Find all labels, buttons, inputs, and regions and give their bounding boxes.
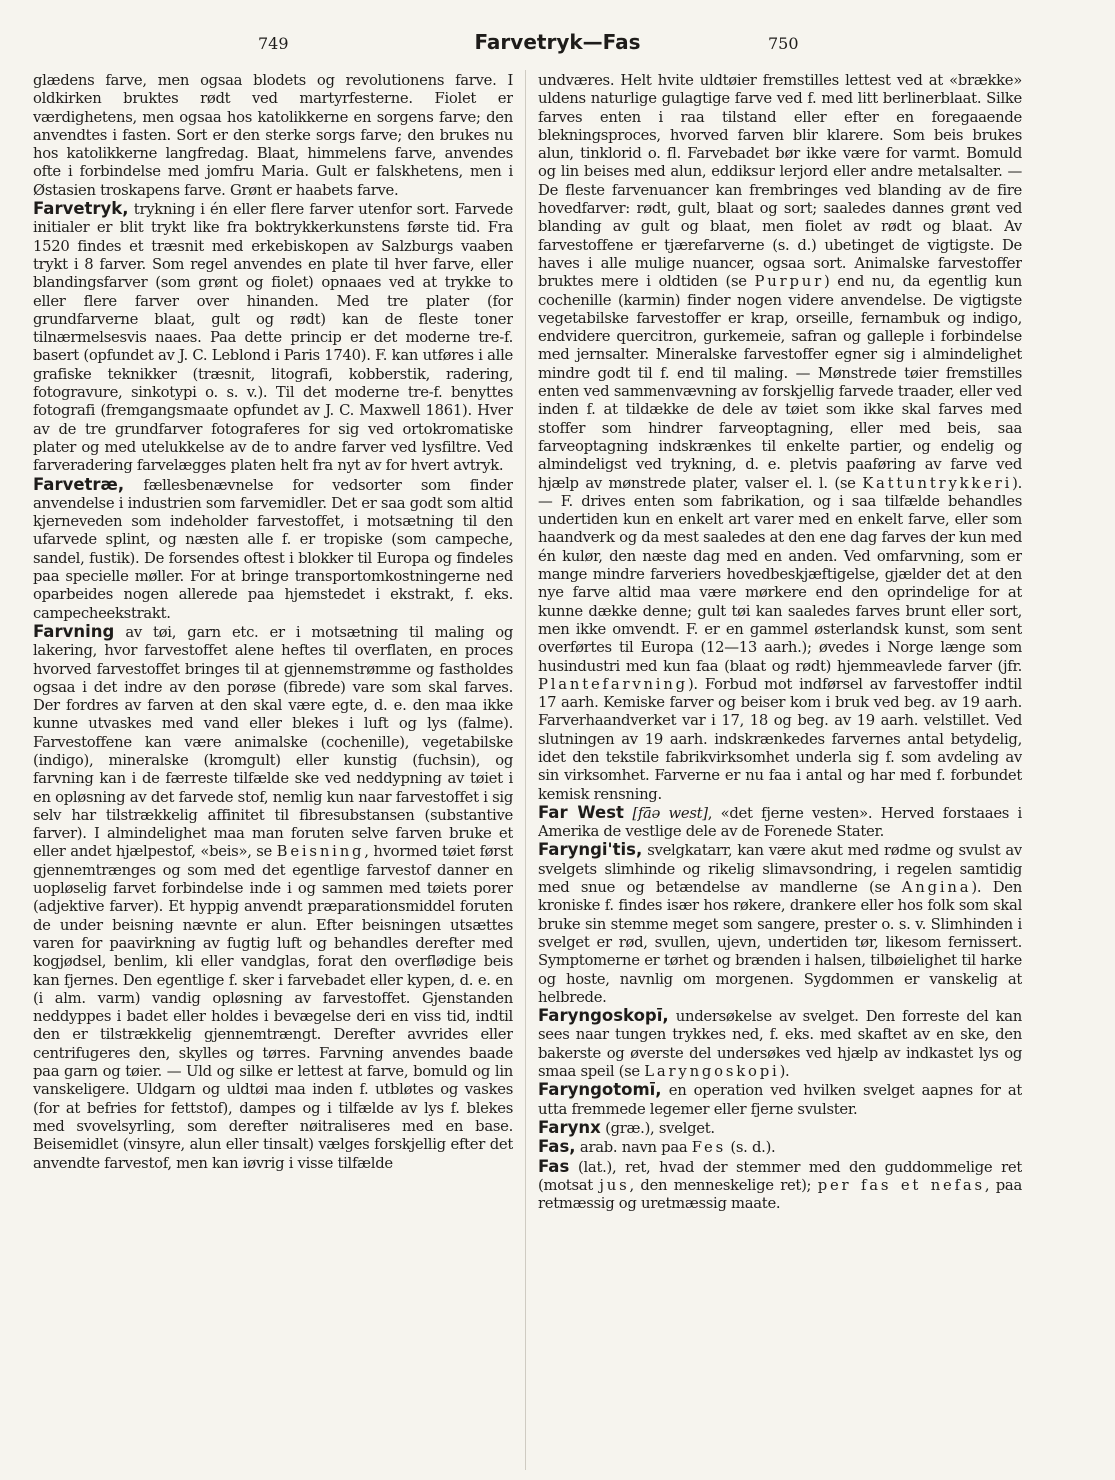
pronunciation: [fāə west] xyxy=(632,804,708,822)
entry-text: ). xyxy=(779,1063,790,1081)
headword: Faryngotomī, xyxy=(538,1080,662,1100)
entry-text: undværes. Helt hvite uldtøier fremstilles lettest ved at «brække» uldens naturlige gulagtige farve ved f. med litt berlinerblaat. Silke farves enten i raa tilstand eller efter en foregaaende blekningsproces, hvorved farven blir klarere. Som beis brukes alun, tinklorid o. fl. Farvebadet bør ikke være for varmt. Bomuld og lin beises med alun, eddiksur lerjord eller andre metalsalter. — De fleste farvenuancer kan frembringes ved blanding av de fire hovedfarver: rødt, gult, blaat og sort; saaledes dannes grønt ved blanding av gult og blaat, men fiolet av rødt og blaat. Av farvestoffene er tjærefarverne (s. d.) ubetinget de vigtigste. De haves i alle mulige nuancer, ogsaa sort. Animalske farvestoffer bruktes mere i oldtiden (se xyxy=(538,72,1022,291)
headword: Farvetræ, xyxy=(33,474,125,494)
latin-term: per fas et nefas xyxy=(817,1176,985,1194)
entry-text: ). Den kroniske f. findes især hos røkere, drankere eller hos folk som skal bruke sin stemme meget som sangere, prester o. s. v. Slimhinden i svelget er rød, svullen, ujevn, undertiden tør, likesom fernissert. Symptomerne er tørhet og brænden i halsen, tilbøielighet til harke og hoste, navnlig om morgenen. Sygdommen er vanskelig at helbrede. xyxy=(538,879,1022,1006)
entry-continuation xyxy=(33,72,513,200)
entry-farvetryk xyxy=(33,200,513,475)
headword: Farvning xyxy=(33,621,115,641)
left-column xyxy=(33,72,513,1467)
entry-fas-1 xyxy=(538,1138,1022,1157)
entry-far-west xyxy=(538,804,1022,842)
entry-text: (græ.), svelget. xyxy=(600,1119,715,1137)
entry-text: glædens farve, men ogsaa blodets og revolutionens farve. I oldkirken bruktes rødt ved martyrfesterne. Fiolet er værdighetens, men ogsaa hos katolikkerne en sorgens farve; den anvendtes i fasten. Sort er den sterke sorgs farve; den brukes nu hos katolikkerne langfredag. Blaat, himmelens farve, anvendes ofte i forbindelse med jomfru Maria. Gult er falskhetens, men i Østasien troskapens farve. Grønt er haabets farve. xyxy=(33,72,513,199)
entry-text: , paa retmæssig og uretmæssig maate. xyxy=(538,1176,1022,1213)
headword: Farvetryk, xyxy=(33,199,129,219)
right-column xyxy=(538,72,1022,1467)
entry-faryngotomi xyxy=(538,1081,1022,1119)
page-number-left: 749 xyxy=(258,34,289,53)
entry-farvetrae xyxy=(33,476,513,623)
entry-text: ). Forbud mot indførsel av farvestoffer indtil 17 aarh. Kemiske farver og beiser kom i bruk ved beg. av 19 aarh. Farverhaandverket var i 17, 18 og beg. av 19 aarh. velstillet. Ved slutningen av 19 aarh. indskrænkedes farvernes antal betydelig, idet den tekstile fabrikvirksomhet underla sig f. som avdeling av sin virksomhet. Farverne er nu faa i antal og har med f. forbundet kemisk rensning. xyxy=(538,675,1022,803)
headword: Faryngi'tis, xyxy=(538,840,643,860)
headword: Farynx xyxy=(538,1117,601,1137)
entry-text: , hvormed tøiet først gjennemtrænges og som med det egentlige farvestof danner en uopløselig farvet forbindelse inde i og sammen med tøiets porer (adjektive farver). Et hyppig anvendt præparationsmiddel foruten de under beisning nævnte er alun. Efter beisningen utsættes varen for paavirkning av fugtig luft og behandles derefter med kogjødsel, benlim, kli eller vandglas, forat den overflødige beis kan fjernes. Den egentlige f. sker i farvebadet eller kypen, d. e. en (i alm. varm) vandig opløsning av farvestoffet. Gjenstanden neddyppes i badet eller holdes i bevægelse deri en viss tid, indtil den er tilstrækkelig gjennemtrængt. Derefter avvrides eller centrifugeres den, skylles og tørres. Farvning anvendes baade paa garn og tøier. — Uld og silke er lettest at farve, bomuld og lin vanskeligere. Uldgarn og uldtøi maa inden f. utbløtes og vaskes (for at befries for fettstof), dampes og i tilfælde av lys f. blekes med svovelsyrling, som derefter nøitraliseres med en base. Beisemidlet (vinsyre, alun eller tinsalt) vælges forskjellig efter det anvendte farvestof, men kan iøvrig i visse tilfælde xyxy=(33,843,513,1172)
entry-faryngoskopi xyxy=(538,1007,1022,1081)
entry-text: trykning i én eller flere farver utenfor sort. Farvede initialer er blit trykt like fra boktrykkerkunstens første tid. Fra 1520 findes et træsnit med erkebiskopen av Salzburgs vaaben trykt i 8 farver. Som regel anvendes en plate til hver farve, eller blandingsfarver (som grønt og fiolet) opnaaes ved at trykke to eller flere farver over hinanden. Med tre plater (for grundfarverne blaat, gult og rødt) kan de fleste toner tilnærmelsesvis naaes. Paa dette princip er det moderne tre-f. basert (opfundet av J. C. Leblond i Paris 1740). F. kan utføres i alle grafiske teknikker (træsnit, litografi, kobberstik, radering, fotogravure, sinkotypi o. s. v.). Til det moderne tre-f. benyttes fotografi (fremgangsmaate opfundet av J. C. Maxwell 1861). Hver av de tre grundfarver fotograferes for sig ved ortokromatiske plater og med utelukkelse av de to andre farver ved lysfiltre. Ved farveradering farvelægges platen helt fra nyt av for hvert avtryk. xyxy=(33,201,513,475)
entry-text: ) end nu, da egentlig kun cochenille (karmin) finder nogen videre anvendelse. De vigtigste vegetabilske farvestoffer er krap, orseille, fernambuk og indigo, endvidere quercitron, gurkemeie, safran og galleple i forbindelse med jernsalter. Mineralske farvestoffer egner sig i almindelighet mindre godt til f. end til maling. — Mønstrede tøier fremstilles enten ved sammenvævning av forskjellig farvede traader, eller ved inden f. at tildække de dele av tøiet som ikke skal farves med stoffer som hindrer farveoptagning, eller med beis, saa farveoptagning indskrænkes til enkelte partier, og endelig og almindeligst ved trykning, d. e. pletvis paaføring av farve ved hjælp av mønstrede plater, valser el. l. (se xyxy=(538,273,1022,492)
entry-faryngitis xyxy=(538,841,1022,1007)
headword: Fas xyxy=(538,1156,570,1176)
entry-text: undersøkelse av svelget. Den forreste del kan sees naar tungen trykkes ned, f. eks. med skaftet av en ske, den bakerste og øverste del undersøkes ved hjælp av indkastet lys og smaa speil (se xyxy=(538,1008,1022,1081)
entry-text: (s. d.). xyxy=(726,1139,776,1157)
headword: Far West xyxy=(538,802,624,822)
cross-reference: Kattuntrykkeri xyxy=(862,474,1013,492)
running-title: Farvetryk—Fas xyxy=(474,30,641,54)
cross-reference: Plantefarvning xyxy=(538,675,688,693)
entry-text: , den menneskelige ret); xyxy=(629,1176,818,1194)
page-header xyxy=(0,30,1115,60)
headword: Faryngoskopī, xyxy=(538,1006,669,1026)
cross-reference: Angina xyxy=(901,879,972,897)
entry-fas-2 xyxy=(538,1158,1022,1214)
entry-text: , «det fjerne vesten». Herved forstaaes i Amerika de vestlige dele av de Forenede Stater. xyxy=(538,804,1022,841)
entry-farynx xyxy=(538,1119,1022,1138)
headword: Fas, xyxy=(538,1137,576,1157)
entry-text: (lat.), ret, hvad der stemmer med den guddommelige ret (motsat xyxy=(538,1158,1022,1194)
entry-text: svelgkatarr, kan være akut med rødme og svulst av svelgets slimhinde og rikelig slimavsondring, i regelen samtidig med snue og betændelse av mandlerne (se xyxy=(538,842,1022,897)
latin-term: jus xyxy=(599,1176,630,1194)
page-number-right: 750 xyxy=(768,34,799,53)
entry-text: fællesbenævnelse for vedsorter som finder anvendelse i industrien som farvemidler. Det er saa godt som altid kjerneveden som indeholder farvestoffet, i motsætning til den ufarvede splint, og næsten alle f. er tropiske (som campeche, sandel, fustik). De forsendes oftest i blokker til Europa og findeles paa specielle møller. For at bringe transportomkostningerne ned oparbeides nogen allerede paa hjemstedet i ekstrakt, f. eks. campecheekstrakt. xyxy=(33,476,513,622)
entry-text: ). — F. drives enten som fabrikation, og i saa tilfælde behandles undertiden kun en enkelt art varer med en enkelt farve, eller som haandverk og da mest saaledes at den ene dag farves der kun med én kulør, den næste dag med en anden. Ved omfarvning, som er mange mindre farveriers hovedbeskjæftigelse, gjælder det at den nye farve altid maa være mørkere end den oprindelige for at kunne dække denne; gult tøi kan saaledes farves brunt eller sort, men ikke omvendt. F. er en gammel østerlandsk kunst, som sent overførtes til Europa (12—13 aarh.); øvedes i Norge længe som husindustri med kun faa (blaat og rødt) hjemmeavlede farver (jfr. xyxy=(538,474,1022,675)
column-divider xyxy=(525,70,526,1470)
entry-text: arab. navn paa xyxy=(575,1139,692,1157)
cross-reference: Beisning xyxy=(276,843,365,861)
cross-reference: Purpur xyxy=(754,273,824,291)
cross-reference: Laryngoskopi xyxy=(644,1063,780,1081)
cross-reference: Fes xyxy=(691,1139,727,1157)
entry-farvning-continued xyxy=(538,72,1022,804)
entry-text: av tøi, garn etc. er i motsætning til maling og lakering, hvor farvestoffet alene heftes til overflaten, en proces hvorved farvestoffet bringes til at gjennemstrømme og fastholdes ogsaa i det indre av den porøse (fibrede) vare som skal farves. Der fordres av farven at den skal være egte, d. e. den maa ikke kunne utvaskes med vand eller blekes i luft og lys (falme). Farvestoffene kan være animalske (cochenille), vegetabilske (indigo), mineralske (kromgult) eller kunstig (fuchsin), og farvning kan i de færreste tilfælde ske ved neddypning av tøiet i en opløsning av det farvede stof, nemlig kun naar farvestoffet i sig selv har tilstrækkelig affinitet til fibresubstansen (substantive farver). I almindelighet maa man foruten selve farven bruke et eller andet hjælpestof, «beis», se xyxy=(33,623,513,861)
entry-text: en operation ved hvilken svelget aapnes for at utta fremmede legemer eller fjerne svulster. xyxy=(538,1082,1022,1118)
entry-farvning xyxy=(33,623,513,1173)
